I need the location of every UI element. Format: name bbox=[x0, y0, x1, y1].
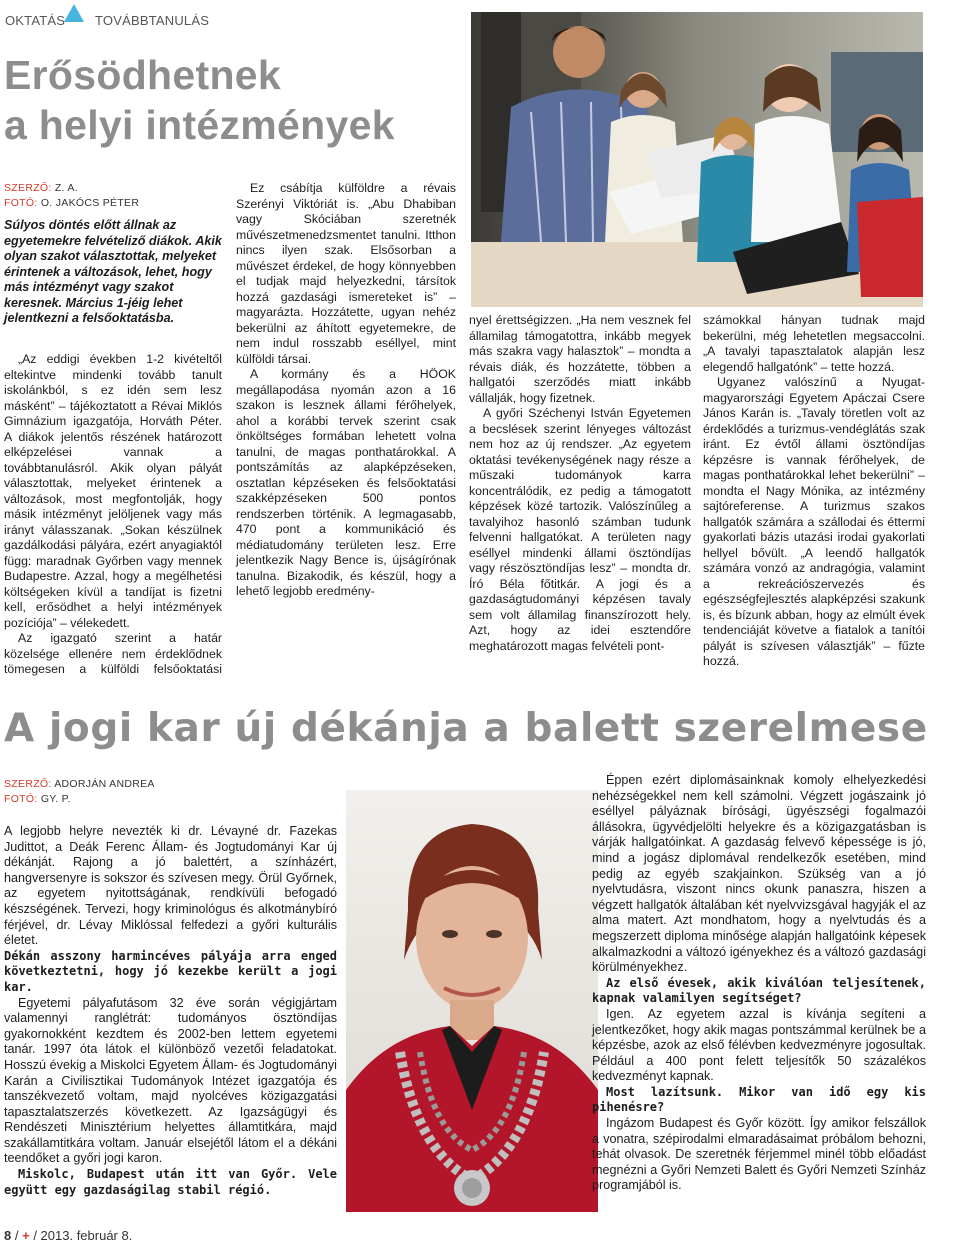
issue-date: / 2013. február 8. bbox=[33, 1228, 133, 1243]
paragraph: A legjobb helyre nevezték ki dr. Lévayné dr. Fazekas Judittot, a Deák Ferenc Állam- és Jogtudományi Kar új dékánját. Rajong a jó balettért, a színházért, hangversenyre is sokszor és szívesen megy. Örül Győrnek, az egyetem nyitottságának, rendkívüli befogadó készségének. Tervezi, hogy kriminológus és alkotmánybíró férjével, dr. Lévay Miklóssal felfedezi a győri kulturális életet. bbox=[4, 824, 337, 948]
article1-title-line1: Erősödhetnek bbox=[4, 52, 281, 98]
article1-column1 bbox=[4, 352, 222, 677]
article1-column2 bbox=[236, 181, 456, 600]
paragraph: Ingázom Budapest és Győr között. Így amikor felszállok a vonatra, szépirodalmi elmaradásaimat próbálom behozni, tehát olvasok. De szeretnék férjemmel minél több előadást megnézni a Győri Nemzeti Balett és Győri Nemzeti Színház programjából is. bbox=[592, 1116, 926, 1193]
article2-author-credit bbox=[4, 777, 155, 792]
paragraph: A kormány és a HÖOK megállapodása nyomán azon a 16 szakon is lesznek állami férőhelyek, ahol a korábbi tervek szerint csak önköltséges formában lehetett volna tanulni, de magas ponthatárokkal. A pontszámítás az alapképzéseken, osztatlan képzéseken és felsőoktatási szakképzéseken 500 pontos rendszerben történik. A legmagasabb, 470 pont a kommunikáció és médiatudomány területen lesz. Erre jelentkezik Nagy Bence is, újságírónak tanulna. Bizakodik, és készül, hogy a lehető legjobb eredmény- bbox=[236, 367, 456, 598]
paragraph: Éppen ezért diplomásainknak komoly elhelyezkedési nehézségekkel nem kell számolni. Végzett jogászaink jó eséllyel pályáznak bírósági, ügyészségi fogalmazói állásokra, ügyvédjelölti helyekre és a közigazgatásban is várják hallgatóinkat. A gazdaság felvevő képessége is jó, mind a jogász diplomával rendelkezők esetében, mind pedig az egyéb szakjainkon. Szükség van a jó nyelvtudásra, viszont nincs okunk panaszra, hiszen a végzett hallgatók általában két nyelvvizsgával hagyják el az alma matert. Azt mondhatom, hogy a nyelvtudás és a megszerzett diploma minősége alapján hallgatóink képesek alkalmazkodni a változó igényekhez és a változó gazdasági körülményekhez. bbox=[592, 773, 926, 975]
interview-question: Most lazítsunk. Mikor van idő egy kis pihenésre? bbox=[592, 1084, 926, 1115]
author-label: SZERZŐ: bbox=[4, 778, 52, 790]
paragraph: nyel érettségizzen. „Ha nem vesznek fel államilag támogatottra, inkább megyek más szakra vagy halasztok” – mondta a révais diák, és hozzátette, többen a hallgatói szerződés miatt inkább vállalják, hogy fizetnek. bbox=[469, 313, 691, 405]
photo-label: FOTÓ: bbox=[4, 793, 38, 805]
article2-photo-credit bbox=[4, 792, 71, 807]
classroom-photo bbox=[471, 12, 923, 307]
paragraph: Ugyanez valószínű a Nyugat-magyarországi Egyetem Apáczai Csere János Karán is. „Tavaly töretlen volt az érdeklődés a turizmus-vendéglátás szak iránt. Ez évtől állami ösztöndíjas képzésre is vannak férőhelyek, de magas ponthatárokkal lehet bekerülni” – mondta el Nagy Mónika, az intézmény sajtóreferense. A turizmus szakos hallgatók számára a szállodai és éttermi gyakorlati bázis utazási irodai gyakorlati hellyel bővült. „A leendő hallgatók számára vonzó az andragógia, valamint a rekreációszervezés és egészségfejlesztés alapképzési szakunk is, és bízunk abban, hogy az elmúlt évek tendenciáját követve a fiatalok a tanítói pályát is szívesen választják” – fűzte hozzá. bbox=[703, 375, 925, 668]
interview-question: Miskolc, Budapest után itt van Győr. Vele együtt egy gazdaságilag stabil régió. bbox=[4, 1167, 337, 1197]
article1-photo-credit bbox=[4, 196, 139, 211]
article2-right-column bbox=[592, 773, 926, 1194]
photographer-name: O. JAKÓCS PÉTER bbox=[40, 197, 140, 209]
author-name: ADORJÁN ANDREA bbox=[54, 778, 155, 790]
page-footer bbox=[4, 1228, 132, 1243]
dean-portrait-photo bbox=[346, 790, 598, 1212]
paragraph: A győri Széchenyi István Egyetemen a becslések szerint lényeges változást nem hoz az új rendszer. „Az egyetem oktatási tevékenységének nagy része a műszaki tudományok karra koncentrálódik, ez pedig a támogatott képzések közé tartozik. Valószínűleg a tavalyihoz hasonló számban tudunk felvenni hallgatókat. A területen nagy eséllyel mindenki állami ösztöndíjas vagy részösztöndíjas lesz” – mondta dr. Író Béla főtitkár. A jogi és a gazdaságtudományi képzésen tavaly sem volt államilag finanszírozott hely. Azt, hogy az idei esztendőre meghatározott magas felvételi pont- bbox=[469, 406, 691, 653]
subsection-label: TOVÁBBTANULÁS bbox=[95, 13, 210, 28]
footer-slash: / bbox=[14, 1228, 19, 1243]
article1-column3 bbox=[469, 313, 691, 654]
author-label: SZERZŐ: bbox=[4, 182, 52, 194]
article1-lead: Súlyos döntés előtt állnak az egyetemekre felvételiző diákok. Akik olyan szakot választottak, melyeket érintenek a változások, lehet, hogy más intézményt vagy szakot keresnek. Március 1-jéig lehet jelentkezni a felsőoktatásba. bbox=[4, 218, 222, 325]
article1-title-line2: a helyi intézmények bbox=[4, 102, 395, 148]
photographer-name: GY. P. bbox=[40, 793, 71, 805]
interview-question: Az első évesek, akik kiválóan teljesítenek, kapnak valamilyen segítséget? bbox=[592, 975, 926, 1006]
photo-label: FOTÓ: bbox=[4, 197, 38, 209]
interview-question: Dékán asszony harmincéves pályája arra enged következtetni, hogy jó kezekbe került a jogi kar. bbox=[4, 948, 337, 994]
author-name: Z. A. bbox=[54, 182, 78, 194]
paragraph: Ez csábítja külföldre a révais Szerényi Viktóriát is. „Abu Dhabiban vagy Skóciában szeretnék művészetmenedzsmentet tanulni. Itthon nincs ilyen szak. Elsősorban a művészet érdekel, de hogy könnyebben el tudjak majd helyezkedni, társítok hozzá gazdasági ismereteket is” – magyarázta. Hozzátette, ugyan nehéz bekerülni az áhított egyetemekre, de nem indul rosszabb eséllyel, mint külföldi társai. bbox=[236, 181, 456, 366]
section-triangle-icon bbox=[64, 4, 84, 22]
article2-left-column bbox=[4, 824, 337, 1198]
article2-title: A jogi kar új dékánja a balett szerelmese bbox=[4, 706, 928, 751]
paragraph: Az igazgató szerint a határ közelsége ellenére nem érdeklődnek tömegesen a külföldi felsőoktatási bbox=[4, 631, 222, 676]
article1-column4 bbox=[703, 313, 925, 670]
paragraph: „Az eddigi években 1-2 kivételtől eltekintve mindenki tovább tanult iskolánkból, s ez idén sem lesz másként” – tájékoztatott a Révai Miklós Gimnázium igazgatója, Horváth Péter. A diákok jelentős részének határozott elképzelései vannak a továbbtanulásról. Akik olyan pályát választottak, melyeket érintenek a változások, most megfontolják, hogy másik intézményt jelöljenek vagy más irányt válasszanak. „Sokan készülnek gazdálkodási pályára, ezért anyagiaktól függ: maradnak Győrben vagy mennek Budapestre. Azzal, hogy a megélhetési költségeken kívül a tandíjat is fizetni kell, erősödhet a helyi intézmények pozíciója” – vélekedett. bbox=[4, 352, 222, 630]
section-label: OKTATÁS bbox=[5, 13, 66, 28]
paragraph: Egyetemi pályafutásom 32 éve során végigjártam valamennyi ranglétrát: tudományos ösztöndíjas gyakornokként kezdtem és 2002-ben lettem egyetemi tanár. 1997 óta látok el különböző vezetői feladatokat. Hosszú évekig a Miskolci Egyetem Állam- és Jogtudományi Karán a Civilisztikai Tudományok Intézet igazgatója és tanszékvezető voltam, majd nyolcéves közigazgatási tapasztalatszerzés következett. Az Igazságügyi és Rendészeti Minisztérium helyettes államtitkára, majd szakállamtitkára voltam. Január elsejétől látom el a dékáni teendőket a győri jogi karon. bbox=[4, 995, 337, 1166]
plus-logo: + bbox=[22, 1228, 30, 1243]
page-number: 8 bbox=[4, 1228, 12, 1243]
paragraph: számokkal hányan tudnak majd bekerülni, még lehetetlen megsaccolni. „A tavalyi tapasztalatok alapján lesz elegendő hallgatónk” – tette hozzá. bbox=[703, 313, 925, 374]
paragraph: Igen. Az egyetem azzal is kívánja segíteni a jelentkezőket, hogy akik magas pontszámmal kerülnek be a képzésbe, azok az első félévben kedvezményre jogosultak. Például a 400 pont felett teljesítők 50 százalékos kedvezményt kapnak. bbox=[592, 1006, 926, 1084]
article1-author-credit bbox=[4, 181, 78, 196]
